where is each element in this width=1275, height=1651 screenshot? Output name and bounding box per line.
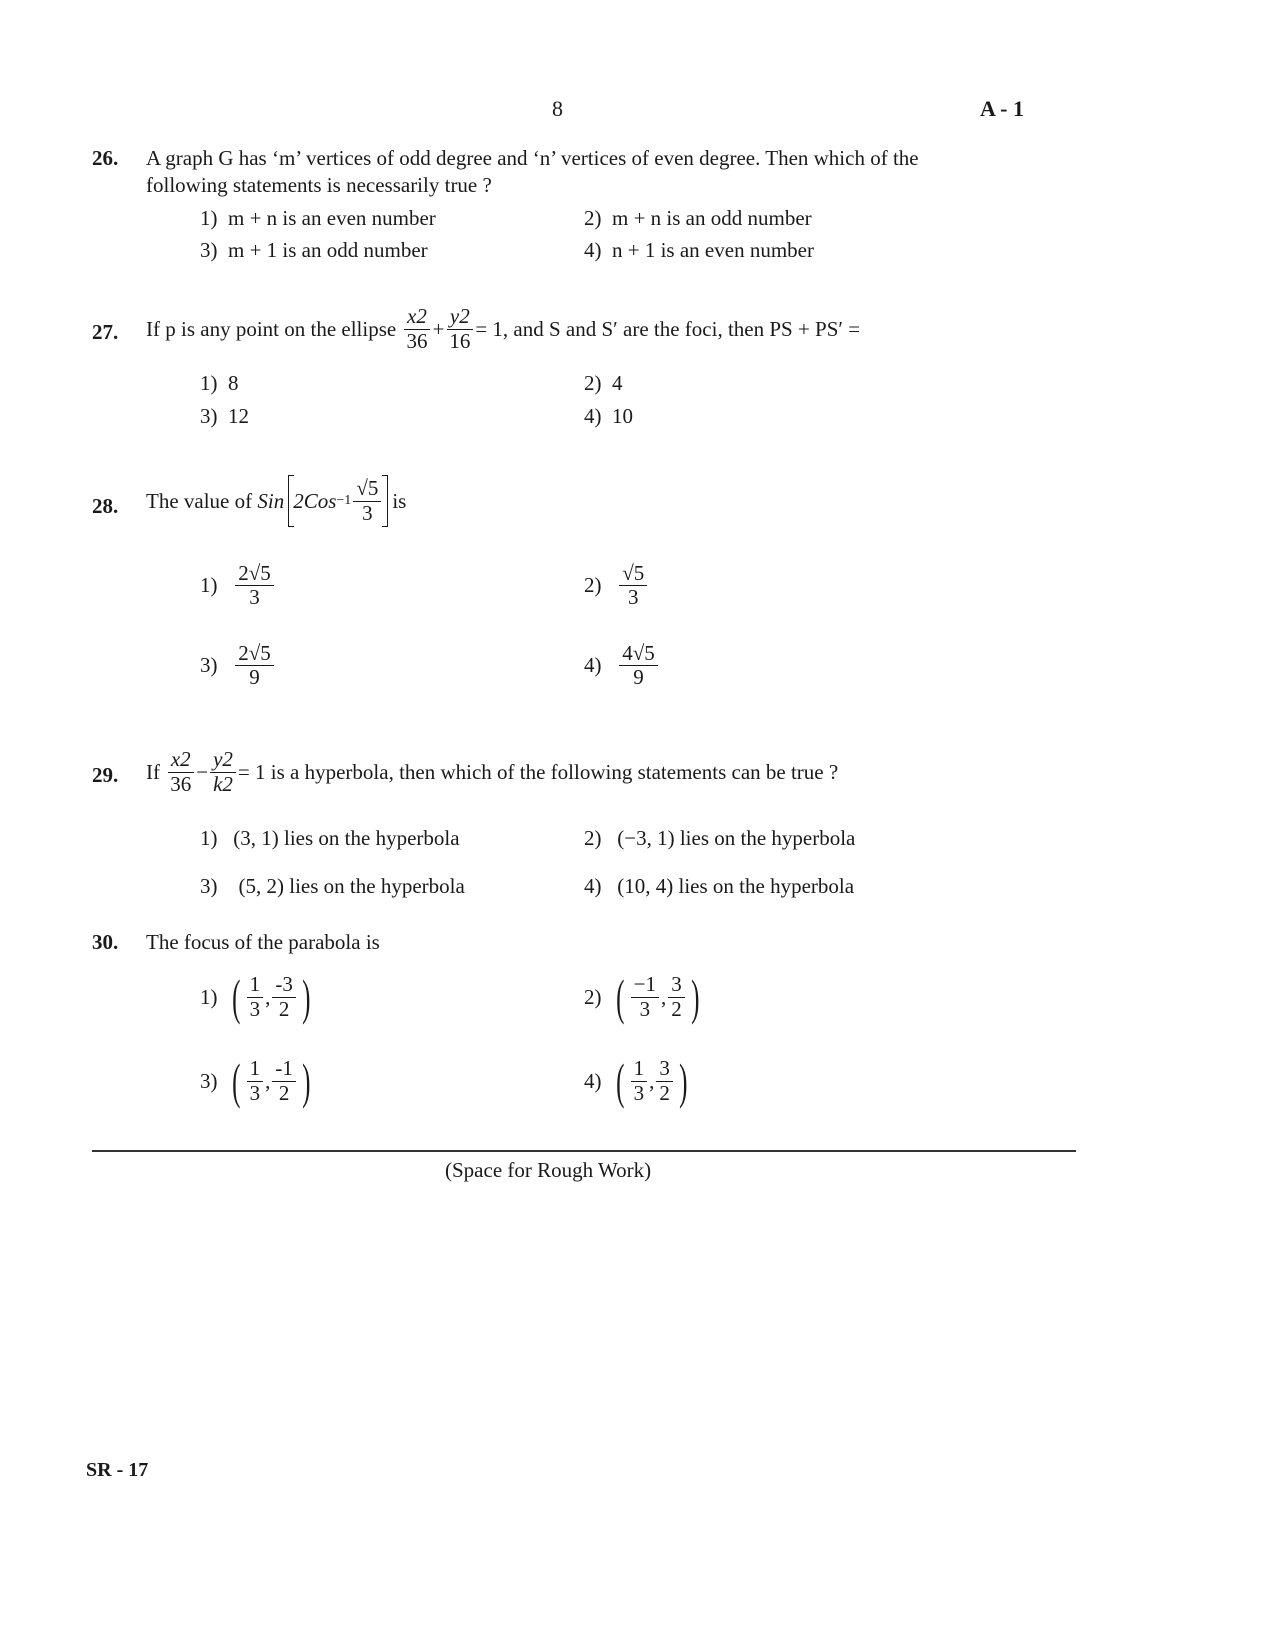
q30-number: 30. bbox=[92, 930, 119, 954]
q27-option-4[interactable]: 4) 10 bbox=[584, 404, 633, 428]
q29-option-1[interactable]: 1) (3, 1) lies on the hyperbola bbox=[200, 826, 460, 850]
q26-option-1[interactable]: 1) m + n is an even number bbox=[200, 206, 436, 230]
set-code: A - 1 bbox=[980, 96, 1024, 121]
q26-option-3[interactable]: 3) m + 1 is an odd number bbox=[200, 238, 428, 262]
q27-term-x: $\frac{x2}{36}$ bbox=[403, 305, 430, 352]
q27-stem: If p is any point on the ellipse $\frac{x2}{36}$ + $\frac{y2}{16}$ = 1 , and S and S′ are the foci, then PS + PS′ = bbox=[146, 304, 861, 353]
footer-code: SR - 17 bbox=[86, 1459, 149, 1481]
q28-stem: The value of Sin 2Cos −1 $\frac{√5}{3}$ is bbox=[146, 466, 406, 536]
q27-number: 27. bbox=[92, 320, 119, 344]
q30-text: The focus of the parabola is bbox=[146, 930, 380, 954]
q28-number: 28. bbox=[92, 494, 119, 518]
divider bbox=[92, 1150, 1076, 1152]
q28-option-2[interactable]: 2) $\frac{√5}{3}$ bbox=[584, 562, 649, 609]
q30-option-2[interactable]: 2) ( $\frac{-1}{3}$ , $\frac{3}{2}$ ) bbox=[584, 969, 700, 1025]
q27-term-y: $\frac{y2}{16}$ bbox=[446, 305, 473, 352]
q29-option-4[interactable]: 4) (10, 4) lies on the hyperbola bbox=[584, 874, 855, 898]
q28-option-3[interactable]: 3) $\frac{2√5}{9}$ bbox=[200, 642, 276, 689]
q27-option-1[interactable]: 1) 8 bbox=[200, 371, 239, 395]
q30-option-3[interactable]: 3) ( $\frac{1}{3}$ , $\frac{-1}{2}$ ) bbox=[200, 1053, 311, 1109]
q26-text-line1: A graph G has ‘m’ vertices of odd degree and ‘n’ vertices of even degree. Then which of the bbox=[146, 146, 919, 170]
q29-option-3[interactable]: 3) (5, 2) lies on the hyperbola bbox=[200, 874, 465, 898]
q26-text-line2: following statements is necessarily true ? bbox=[146, 173, 492, 197]
q26-option-2[interactable]: 2) m + n is an odd number bbox=[584, 206, 812, 230]
q28-option-4[interactable]: 4) $\frac{4√5}{9}$ bbox=[584, 642, 660, 689]
q29-stem: If $\frac{x2}{36}$ − $\frac{y2}{k2}$ = 1 is a hyperbola, then which of the following statements can be true ? bbox=[146, 747, 839, 796]
q28-bracket: 2Cos −1 $\frac{√5}{3}$ bbox=[288, 475, 388, 526]
q30-option-1[interactable]: 1) ( $\frac{1}{3}$ , $\frac{-3}{2}$ ) bbox=[200, 969, 311, 1025]
rough-work-label: (Space for Rough Work) bbox=[445, 1158, 652, 1182]
q28-option-1[interactable]: 1) $\frac{2√5}{3}$ bbox=[200, 562, 276, 609]
q30-option-4[interactable]: 4) ( $\frac{1}{3}$ , $\frac{3}{2}$ ) bbox=[584, 1053, 688, 1109]
q27-option-3[interactable]: 3) 12 bbox=[200, 404, 249, 428]
q26-number: 26. bbox=[92, 146, 119, 170]
q27-option-2[interactable]: 2) 4 bbox=[584, 371, 623, 395]
q26-option-4[interactable]: 4) n + 1 is an even number bbox=[584, 238, 814, 262]
q29-option-2[interactable]: 2) (−3, 1) lies on the hyperbola bbox=[584, 826, 856, 850]
q29-number: 29. bbox=[92, 763, 119, 787]
page-number: 8 bbox=[552, 96, 563, 121]
